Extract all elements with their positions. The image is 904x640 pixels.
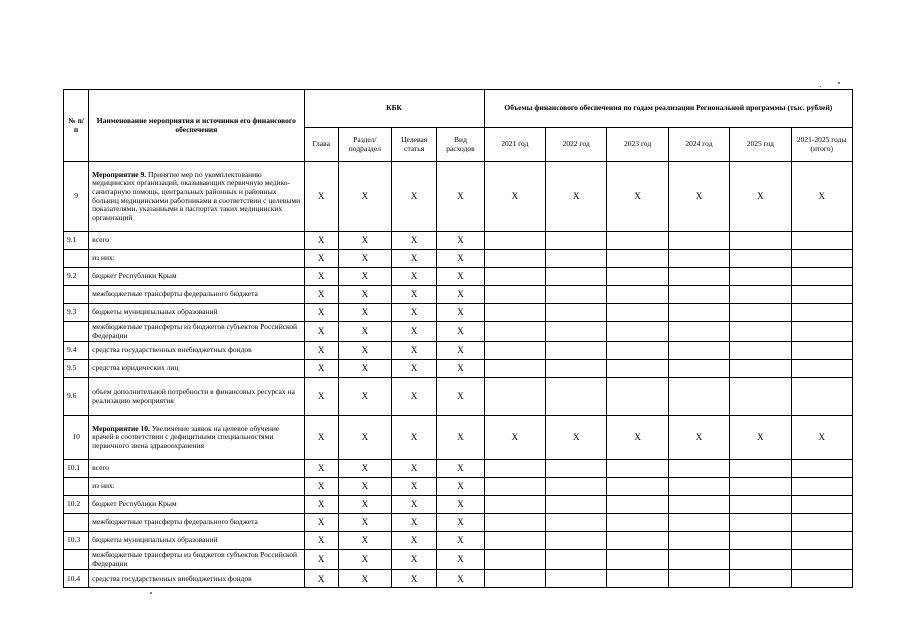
header-volumes: Объемы финансового обеспечения по годам реализации Региональной программы (тыс. рублей) [484,90,852,128]
empty-cell [730,532,791,550]
empty-cell [668,286,729,304]
x-mark-cell: Х [392,286,437,304]
empty-cell [730,460,791,478]
empty-cell [484,342,545,360]
empty-cell [791,378,852,416]
empty-cell [791,570,852,588]
row-name [89,570,304,588]
empty-cell [668,496,729,514]
empty-cell [791,250,852,268]
empty-cell [546,378,607,416]
row-name-text: бюджет Республики Крым [92,499,177,509]
empty-cell [730,378,791,416]
x-mark-cell: Х [338,550,391,570]
x-mark-cell: Х [304,378,338,416]
empty-cell [730,550,791,570]
x-mark-cell: Х [791,416,852,460]
empty-cell [546,514,607,532]
table-row [64,268,853,286]
x-mark-cell: Х [668,162,729,232]
header-row-1 [64,90,853,128]
x-mark-cell: Х [338,250,391,268]
row-name-text: объем дополнительной потребности в финансовых ресурсах на реализацию мероприятия [92,387,295,405]
empty-cell [546,304,607,322]
x-mark-cell: Х [392,378,437,416]
empty-cell [791,268,852,286]
row-number: 9.3 [64,304,89,322]
empty-cell [484,286,545,304]
row-name [89,360,304,378]
empty-cell [484,304,545,322]
row-name [89,478,304,496]
x-mark-cell: Х [304,268,338,286]
empty-cell [791,514,852,532]
row-name-text: межбюджетные трансферты из бюджетов субъектов Российской Федерации [92,322,298,340]
document-sheet [63,89,853,588]
empty-cell [484,570,545,588]
header-kbk-glava: Глава [304,128,338,162]
table-row [64,532,853,550]
empty-cell [484,478,545,496]
row-number: 10.4 [64,570,89,588]
table-row [64,378,853,416]
x-mark-cell: Х [437,496,484,514]
x-mark-cell: Х [304,532,338,550]
row-name [89,162,304,232]
empty-cell [546,268,607,286]
empty-cell [484,514,545,532]
scan-speck [150,592,152,594]
x-mark-cell: Х [304,232,338,250]
x-mark-cell: Х [437,460,484,478]
empty-cell [791,550,852,570]
x-mark-cell: Х [392,496,437,514]
empty-cell [730,304,791,322]
empty-cell [730,478,791,496]
x-mark-cell: Х [392,460,437,478]
empty-cell [484,232,545,250]
x-mark-cell: Х [437,416,484,460]
empty-cell [607,232,668,250]
row-name [89,322,304,342]
x-mark-cell: Х [304,162,338,232]
x-mark-cell: Х [338,286,391,304]
x-mark-cell: Х [392,232,437,250]
table-row [64,550,853,570]
x-mark-cell: Х [392,550,437,570]
empty-cell [730,496,791,514]
empty-cell [607,286,668,304]
financing-table [63,89,853,588]
x-mark-cell: Х [437,286,484,304]
x-mark-cell: Х [437,532,484,550]
x-mark-cell: Х [304,250,338,268]
x-mark-cell: Х [437,232,484,250]
x-mark-cell: Х [304,286,338,304]
x-mark-cell: Х [730,416,791,460]
empty-cell [607,496,668,514]
empty-cell [791,342,852,360]
empty-cell [730,570,791,588]
x-mark-cell: Х [392,360,437,378]
empty-cell [607,268,668,286]
row-name [89,232,304,250]
event-title: Мероприятие 10. [92,423,150,433]
empty-cell [668,268,729,286]
header-year-total: 2021-2025 годы (итого) [791,128,852,162]
empty-cell [607,460,668,478]
x-mark-cell: Х [437,322,484,342]
empty-cell [730,342,791,360]
empty-cell [484,532,545,550]
empty-cell [607,532,668,550]
empty-cell [668,250,729,268]
row-number: 9.5 [64,360,89,378]
x-mark-cell: Х [304,496,338,514]
row-name-text: межбюджетные трансферты федерального бюджета [92,289,258,299]
x-mark-cell: Х [437,570,484,588]
empty-cell [668,378,729,416]
row-number [64,322,89,342]
x-mark-cell: Х [668,416,729,460]
row-name-text: Увеличение заявок на целевое обучение врачей в соответствии с дефицитными специальностями первичного звена здравоохранения [92,423,280,450]
empty-cell [546,570,607,588]
empty-cell [607,514,668,532]
row-name [89,268,304,286]
empty-cell [668,342,729,360]
table-row [64,360,853,378]
empty-cell [730,232,791,250]
empty-cell [730,360,791,378]
empty-cell [484,250,545,268]
table-body [64,162,853,588]
empty-cell [484,322,545,342]
row-name-text: Принятие мер по укомплектованию медицинских организаций, оказывающих первичную медико-санитарную помощь, центральных районных и районных больниц медицинскими работниками в соответствии с целевыми показателями, указанными в паспортах таких медицинских организаций [92,169,301,222]
x-mark-cell: Х [484,162,545,232]
table-row [64,514,853,532]
row-name [89,304,304,322]
table-row [64,570,853,588]
row-number: 9 [64,162,89,232]
empty-cell [607,570,668,588]
x-mark-cell: Х [392,532,437,550]
x-mark-cell: Х [304,416,338,460]
table-row [64,250,853,268]
x-mark-cell: Х [791,162,852,232]
empty-cell [730,268,791,286]
row-number: 9.4 [64,342,89,360]
table-row [64,478,853,496]
row-name [89,496,304,514]
row-name-text: средства государственных внебюджетных фондов [92,345,252,355]
row-name [89,250,304,268]
empty-cell [484,360,545,378]
x-mark-cell: Х [304,322,338,342]
row-name-text: бюджет Республики Крым [92,271,177,281]
empty-cell [791,532,852,550]
empty-cell [546,342,607,360]
empty-cell [484,460,545,478]
empty-cell [546,460,607,478]
x-mark-cell: Х [304,304,338,322]
x-mark-cell: Х [304,342,338,360]
empty-cell [607,322,668,342]
empty-cell [730,286,791,304]
header-kbk-vid: Вид расходов [437,128,484,162]
table-row [64,460,853,478]
x-mark-cell: Х [392,514,437,532]
table-row [64,416,853,460]
x-mark-cell: Х [338,460,391,478]
x-mark-cell: Х [338,570,391,588]
scan-speck [820,86,821,87]
x-mark-cell: Х [546,162,607,232]
row-name-text: всего [92,235,110,245]
x-mark-cell: Х [437,360,484,378]
row-name-text: из них: [92,253,115,263]
empty-cell [668,570,729,588]
empty-cell [484,268,545,286]
x-mark-cell: Х [304,360,338,378]
empty-cell [791,478,852,496]
header-kbk: КБК [304,90,484,128]
x-mark-cell: Х [304,570,338,588]
x-mark-cell: Х [392,250,437,268]
table-row [64,322,853,342]
row-number: 10.3 [64,532,89,550]
x-mark-cell: Х [338,268,391,286]
row-number: 9.1 [64,232,89,250]
table-row [64,342,853,360]
row-name [89,286,304,304]
empty-cell [546,532,607,550]
row-name-text: всего [92,463,110,473]
header-kbk-statya: Целевая статья [392,128,437,162]
table-row [64,304,853,322]
header-name: Наименование мероприятия и источники его финансового обеспечения [89,90,304,162]
empty-cell [607,304,668,322]
table-row [64,232,853,250]
table-row [64,162,853,232]
header-year-2023: 2023 год [607,128,668,162]
empty-cell [484,550,545,570]
table-row [64,496,853,514]
row-name [89,416,304,460]
row-name-text: межбюджетные трансферты федерального бюджета [92,517,258,527]
empty-cell [730,250,791,268]
row-number [64,550,89,570]
row-number: 9.2 [64,268,89,286]
empty-cell [546,360,607,378]
empty-cell [668,304,729,322]
empty-cell [791,232,852,250]
header-year-2022: 2022 год [546,128,607,162]
x-mark-cell: Х [437,550,484,570]
empty-cell [668,550,729,570]
row-number [64,514,89,532]
row-number: 10.2 [64,496,89,514]
x-mark-cell: Х [392,570,437,588]
empty-cell [791,496,852,514]
row-name [89,532,304,550]
x-mark-cell: Х [437,478,484,496]
x-mark-cell: Х [338,496,391,514]
empty-cell [546,496,607,514]
empty-cell [730,514,791,532]
x-mark-cell: Х [338,532,391,550]
row-name-text: средства государственных внебюджетных фондов [92,573,252,583]
x-mark-cell: Х [338,514,391,532]
empty-cell [546,250,607,268]
header-kbk-razdel: Раздел/ подраздел [338,128,391,162]
empty-cell [607,478,668,496]
row-name [89,342,304,360]
table-row [64,286,853,304]
x-mark-cell: Х [304,514,338,532]
x-mark-cell: Х [607,162,668,232]
empty-cell [546,232,607,250]
row-name [89,378,304,416]
x-mark-cell: Х [338,478,391,496]
empty-cell [668,322,729,342]
x-mark-cell: Х [338,304,391,322]
empty-cell [546,286,607,304]
empty-cell [791,286,852,304]
empty-cell [791,460,852,478]
empty-cell [546,478,607,496]
row-name [89,514,304,532]
empty-cell [668,514,729,532]
empty-cell [668,532,729,550]
x-mark-cell: Х [730,162,791,232]
x-mark-cell: Х [546,416,607,460]
empty-cell [730,322,791,342]
x-mark-cell: Х [338,378,391,416]
x-mark-cell: Х [392,304,437,322]
event-title: Мероприятие 9. [92,169,147,179]
x-mark-cell: Х [437,514,484,532]
empty-cell [791,322,852,342]
row-number [64,250,89,268]
header-year-2025: 2025 год [730,128,791,162]
empty-cell [546,322,607,342]
x-mark-cell: Х [392,322,437,342]
row-number [64,286,89,304]
header-num: № п/п [64,90,89,162]
row-name [89,550,304,570]
empty-cell [607,378,668,416]
header-year-2021: 2021 год [484,128,545,162]
x-mark-cell: Х [304,478,338,496]
x-mark-cell: Х [392,268,437,286]
row-name-text: бюджеты муниципальных образований [92,307,218,317]
scan-speck [838,82,840,84]
empty-cell [791,360,852,378]
empty-cell [668,460,729,478]
x-mark-cell: Х [437,250,484,268]
x-mark-cell: Х [484,416,545,460]
x-mark-cell: Х [338,162,391,232]
empty-cell [484,378,545,416]
x-mark-cell: Х [437,378,484,416]
x-mark-cell: Х [437,304,484,322]
x-mark-cell: Х [392,416,437,460]
x-mark-cell: Х [392,478,437,496]
x-mark-cell: Х [607,416,668,460]
empty-cell [607,360,668,378]
empty-cell [607,550,668,570]
row-name-text: бюджеты муниципальных образований [92,535,218,545]
x-mark-cell: Х [338,232,391,250]
row-number: 10.1 [64,460,89,478]
empty-cell [668,360,729,378]
x-mark-cell: Х [338,322,391,342]
x-mark-cell: Х [304,550,338,570]
empty-cell [668,478,729,496]
x-mark-cell: Х [437,342,484,360]
empty-cell [607,342,668,360]
x-mark-cell: Х [338,360,391,378]
x-mark-cell: Х [437,162,484,232]
row-name [89,460,304,478]
x-mark-cell: Х [437,268,484,286]
row-number [64,478,89,496]
header-year-2024: 2024 год [668,128,729,162]
row-name-text: средства юридических лиц [92,363,179,373]
row-name-text: из них: [92,481,115,491]
x-mark-cell: Х [392,342,437,360]
x-mark-cell: Х [338,416,391,460]
empty-cell [668,232,729,250]
row-number: 9.6 [64,378,89,416]
empty-cell [546,550,607,570]
x-mark-cell: Х [338,342,391,360]
empty-cell [607,250,668,268]
x-mark-cell: Х [304,460,338,478]
x-mark-cell: Х [392,162,437,232]
row-name-text: межбюджетные трансферты из бюджетов субъектов Российской Федерации [92,550,298,568]
row-number: 10 [64,416,89,460]
empty-cell [791,304,852,322]
empty-cell [484,496,545,514]
